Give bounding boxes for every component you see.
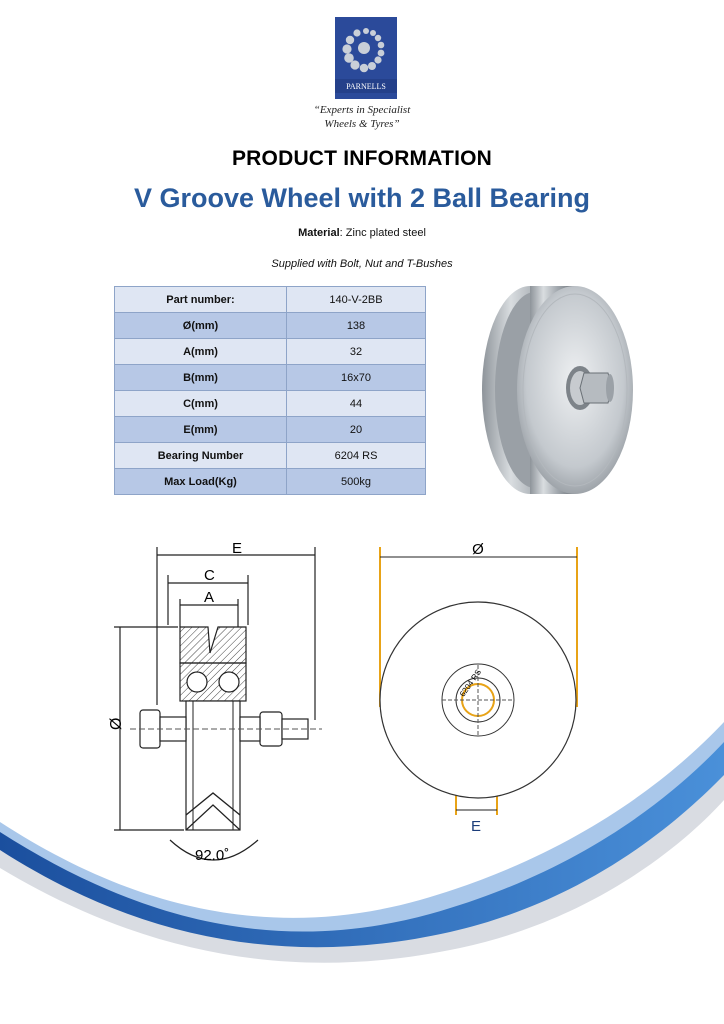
spec-value: 44	[287, 391, 426, 417]
front-label-diameter: Ø	[472, 541, 484, 558]
table-row	[115, 313, 426, 339]
material-label: Material	[298, 227, 340, 239]
spec-key: C(mm)	[115, 391, 287, 417]
table-row	[115, 339, 426, 365]
side-section-diagram	[100, 535, 340, 865]
table-row	[115, 469, 426, 495]
tagline	[262, 103, 462, 131]
table-row	[115, 365, 426, 391]
spec-value: 500kg	[287, 469, 426, 495]
parnells-logo	[335, 17, 397, 99]
spec-key: B(mm)	[115, 365, 287, 391]
label-c: C	[204, 567, 215, 584]
bearing-label: 6204 RS	[457, 667, 484, 699]
product-title: V Groove Wheel with 2 Ball Bearing	[133, 183, 591, 213]
label-diameter: Ø	[108, 717, 125, 730]
angle-label: 92.0˚	[195, 847, 230, 864]
table-row	[115, 287, 426, 313]
material-line: Material: Zinc plated steel	[298, 227, 426, 239]
page-heading: PRODUCT INFORMATION	[231, 147, 493, 170]
logo-text: PARNELLS	[346, 82, 386, 91]
label-e: E	[232, 540, 243, 557]
table-row	[115, 391, 426, 417]
label-a: A	[204, 589, 215, 606]
tagline-line1: “Experts in Specialist	[313, 104, 411, 116]
spec-key: E(mm)	[115, 417, 287, 443]
front-view-diagram	[370, 535, 590, 835]
supplied-note: Supplied with Bolt, Nut and T-Bushes	[271, 258, 453, 270]
spec-table	[114, 286, 426, 495]
spec-key: Ø(mm)	[115, 313, 287, 339]
spec-key: Max Load(Kg)	[115, 469, 287, 495]
wheel-photo	[480, 283, 640, 498]
table-row	[115, 443, 426, 469]
spec-value: 16x70	[287, 365, 426, 391]
spec-value: 20	[287, 417, 426, 443]
spec-key: Part number:	[115, 287, 287, 313]
spec-value: 6204 RS	[287, 443, 426, 469]
spec-value: 138	[287, 313, 426, 339]
spec-key: A(mm)	[115, 339, 287, 365]
table-row	[115, 417, 426, 443]
spec-key: Bearing Number	[115, 443, 287, 469]
front-label-e: E	[471, 818, 482, 835]
tagline-line2: Wheels & Tyres”	[324, 118, 400, 130]
material-value: Zinc plated steel	[345, 227, 426, 239]
spec-value: 32	[287, 339, 426, 365]
spec-value: 140-V-2BB	[287, 287, 426, 313]
